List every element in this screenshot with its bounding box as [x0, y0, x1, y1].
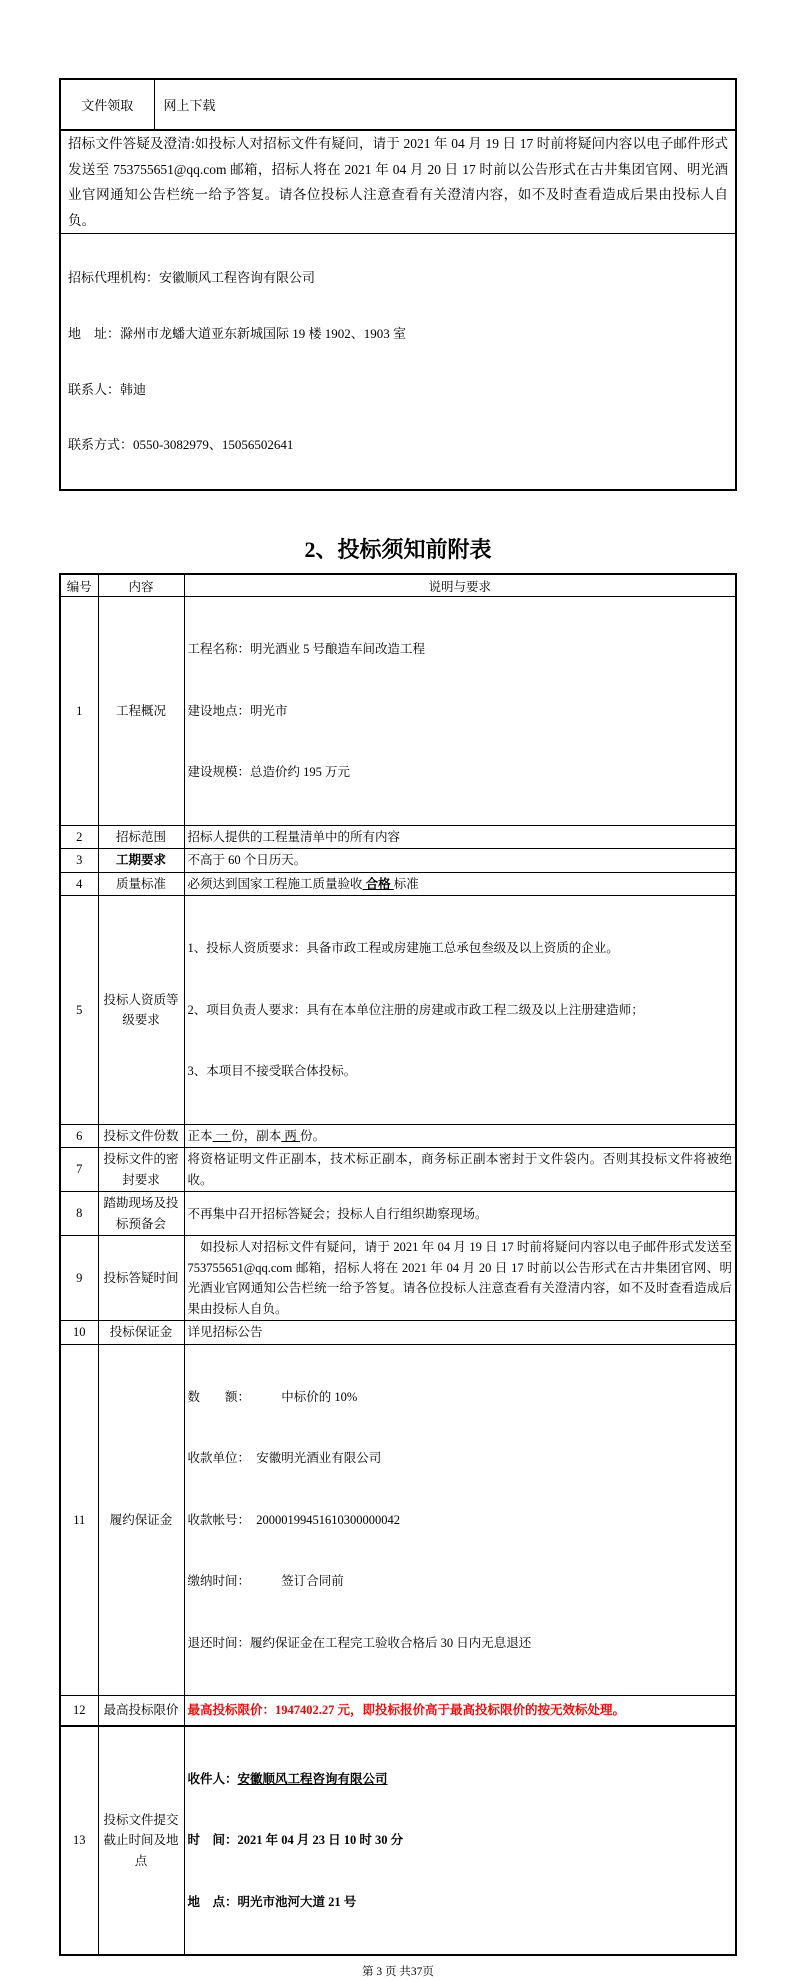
row-number: 1	[60, 597, 98, 826]
row-bid-scope	[60, 825, 736, 849]
row-content-label: 履约保证金	[98, 1344, 184, 1696]
desc-segment: 份，副本	[231, 1128, 282, 1143]
desc-segment: 必须达到国家工程施工质量验收	[187, 876, 363, 891]
desc-line: 1、投标人资质要求：具备市政工程或房建施工总承包叁级及以上资质的企业。	[187, 941, 619, 956]
row-number: 13	[60, 1726, 98, 1956]
header-row	[60, 574, 736, 597]
row-description: 不再集中召开招标答疑会；投标人自行组织勘察现场。	[184, 1192, 736, 1236]
row-quality-standard	[60, 872, 736, 896]
row-number: 6	[60, 1124, 98, 1148]
row-description: 将资格证明文件正副本，技术标正副本，商务标正副本密封于文件袋内。否则其投标文件将被绝收。	[184, 1148, 736, 1192]
row-content-label: 投标文件的密封要求	[98, 1148, 184, 1192]
row-number: 11	[60, 1344, 98, 1696]
desc-line: 建设规模：总造价约 195 万元	[187, 765, 351, 780]
row-description: 招标人提供的工程量清单中的所有内容	[184, 825, 736, 849]
agency-name-line: 招标代理机构：安徽顺风工程咨询有限公司	[68, 270, 316, 286]
desc-segment: 标准	[393, 876, 419, 891]
agency-address-line: 地 址：滁州市龙蟠大道亚东新城国际 19 楼 1902、1903 室	[68, 325, 407, 341]
desc-line: 收款单位： 安徽明光酒业有限公司	[187, 1451, 382, 1466]
desc-line: 退还时间：履约保证金在工程完工验收合格后 30 日内无息退还	[187, 1635, 532, 1650]
copy-count-text: 两	[281, 1128, 301, 1143]
row-bid-bond	[60, 1321, 736, 1345]
row-description: 不高于 60 个日历天。	[184, 849, 736, 873]
row-description	[184, 597, 736, 826]
row-bidder-qualification	[60, 896, 736, 1125]
desc-segment: 正本	[187, 1128, 213, 1143]
original-count-text: 一	[212, 1128, 232, 1143]
max-price-warning-text: 最高投标限价：1947402.27 元，即投标报价高于最高投标限价的按无效标处理。	[184, 1696, 736, 1726]
row-content-label: 工程概况	[98, 597, 184, 826]
file-collection-row	[60, 79, 736, 130]
col-header-content: 内容	[98, 574, 184, 597]
row-description	[184, 872, 736, 896]
section-title: 2、投标须知前附表	[304, 536, 492, 562]
row-content-label: 投标保证金	[98, 1321, 184, 1345]
desc-line: 建设地点：明光市	[187, 703, 288, 718]
row-content-label: 投标文件提交截止时间及地点	[98, 1726, 184, 1956]
row-description	[184, 896, 736, 1125]
row-content-label: 投标文件份数	[98, 1124, 184, 1148]
bid-instructions-table	[59, 573, 737, 1957]
row-content-label: 踏勘现场及投标预备会	[98, 1192, 184, 1236]
row-description	[184, 1124, 736, 1148]
row-number: 4	[60, 872, 98, 896]
recipient-label: 收件人：	[187, 1771, 238, 1786]
desc-line: 3、本项目不接受联合体投标。	[187, 1064, 357, 1079]
page-footer: 第 3 页 共37页	[362, 1966, 434, 1979]
agency-phone-line: 联系方式：0550-3082979、15056502641	[68, 437, 294, 453]
row-description	[184, 1726, 736, 1956]
recipient-line	[188, 1769, 733, 1790]
row-number: 5	[60, 896, 98, 1125]
row-content-label: 工期要求	[98, 849, 184, 873]
file-collection-value: 网上下载	[154, 79, 736, 130]
deadline-place-line: 地 点：明光市池河大道 21 号	[187, 1894, 357, 1909]
deadline-time-line: 时 间：2021 年 04 月 23 日 10 时 30 分	[187, 1833, 404, 1848]
clarification-row	[60, 130, 736, 234]
desc-line: 2、项目负责人要求：具有在本单位注册的房建或市政工程二级及以上注册建造师；	[187, 1002, 644, 1017]
row-number: 10	[60, 1321, 98, 1345]
row-qa-time	[60, 1236, 736, 1321]
file-collection-label: 文件领取	[60, 79, 154, 130]
row-project-overview	[60, 597, 736, 826]
row-construction-period	[60, 849, 736, 873]
row-description: 如投标人对招标文件有疑问，请于 2021 年 04 月 19 日 17 时前将疑问内容以电子邮件形式发送至 753755651@qq.com 邮箱，招标人将在 2021 年 04 月 20 日 17 时前以公告形式在古井集团官网、明光酒业官网通知公告栏统一给予答复。请各位投标人注意查看有关澄清内容，如不及时查看造成后果由投标人自负。	[184, 1236, 736, 1321]
row-number: 12	[60, 1696, 98, 1726]
row-description	[184, 1344, 736, 1696]
qualified-grade-text: 合格	[362, 876, 394, 891]
col-header-number: 编号	[60, 574, 98, 597]
recipient-name: 安徽顺风工程咨询有限公司	[237, 1771, 388, 1786]
agency-row	[60, 234, 736, 490]
row-content-label: 投标人资质等级要求	[98, 896, 184, 1125]
row-number: 2	[60, 825, 98, 849]
agency-contact-line: 联系人：韩迪	[68, 381, 147, 397]
col-header-description: 说明与要求	[184, 574, 736, 597]
row-number: 9	[60, 1236, 98, 1321]
row-submission-deadline	[60, 1726, 736, 1956]
row-document-copies	[60, 1124, 736, 1148]
row-content-label: 最高投标限价	[98, 1696, 184, 1726]
desc-segment: 份。	[300, 1128, 326, 1143]
row-number: 8	[60, 1192, 98, 1236]
agency-info	[60, 234, 736, 490]
row-site-visit	[60, 1192, 736, 1236]
document-info-table	[59, 78, 737, 491]
row-content-label: 投标答疑时间	[98, 1236, 184, 1321]
row-performance-bond	[60, 1344, 736, 1696]
row-max-bid-price	[60, 1696, 736, 1726]
row-sealing-requirements	[60, 1148, 736, 1192]
desc-line: 缴纳时间： 签订合同前	[187, 1574, 344, 1589]
row-number: 7	[60, 1148, 98, 1192]
desc-line: 数 额： 中标价的 10%	[187, 1389, 358, 1404]
row-content-label: 招标范围	[98, 825, 184, 849]
row-content-label: 质量标准	[98, 872, 184, 896]
desc-line: 工程名称：明光酒业 5 号酿造车间改造工程	[187, 642, 426, 657]
clarification-text: 招标文件答疑及澄清:如投标人对招标文件有疑问，请于 2021 年 04 月 19 日 17 时前将疑问内容以电子邮件形式发送至 753755651@qq.com 邮箱，招标人将在 2021 年 04 月 20 日 17 时前以公告形式在古井集团官网、明光酒业官网通知公告栏统一给予答复。请各位投标人注意查看有关澄清内容，如不及时查看造成后果由投标人自负。	[60, 130, 736, 234]
row-description: 详见招标公告	[184, 1321, 736, 1345]
row-number: 3	[60, 849, 98, 873]
desc-line: 收款帐号： 20000199451610300000042	[187, 1512, 401, 1527]
